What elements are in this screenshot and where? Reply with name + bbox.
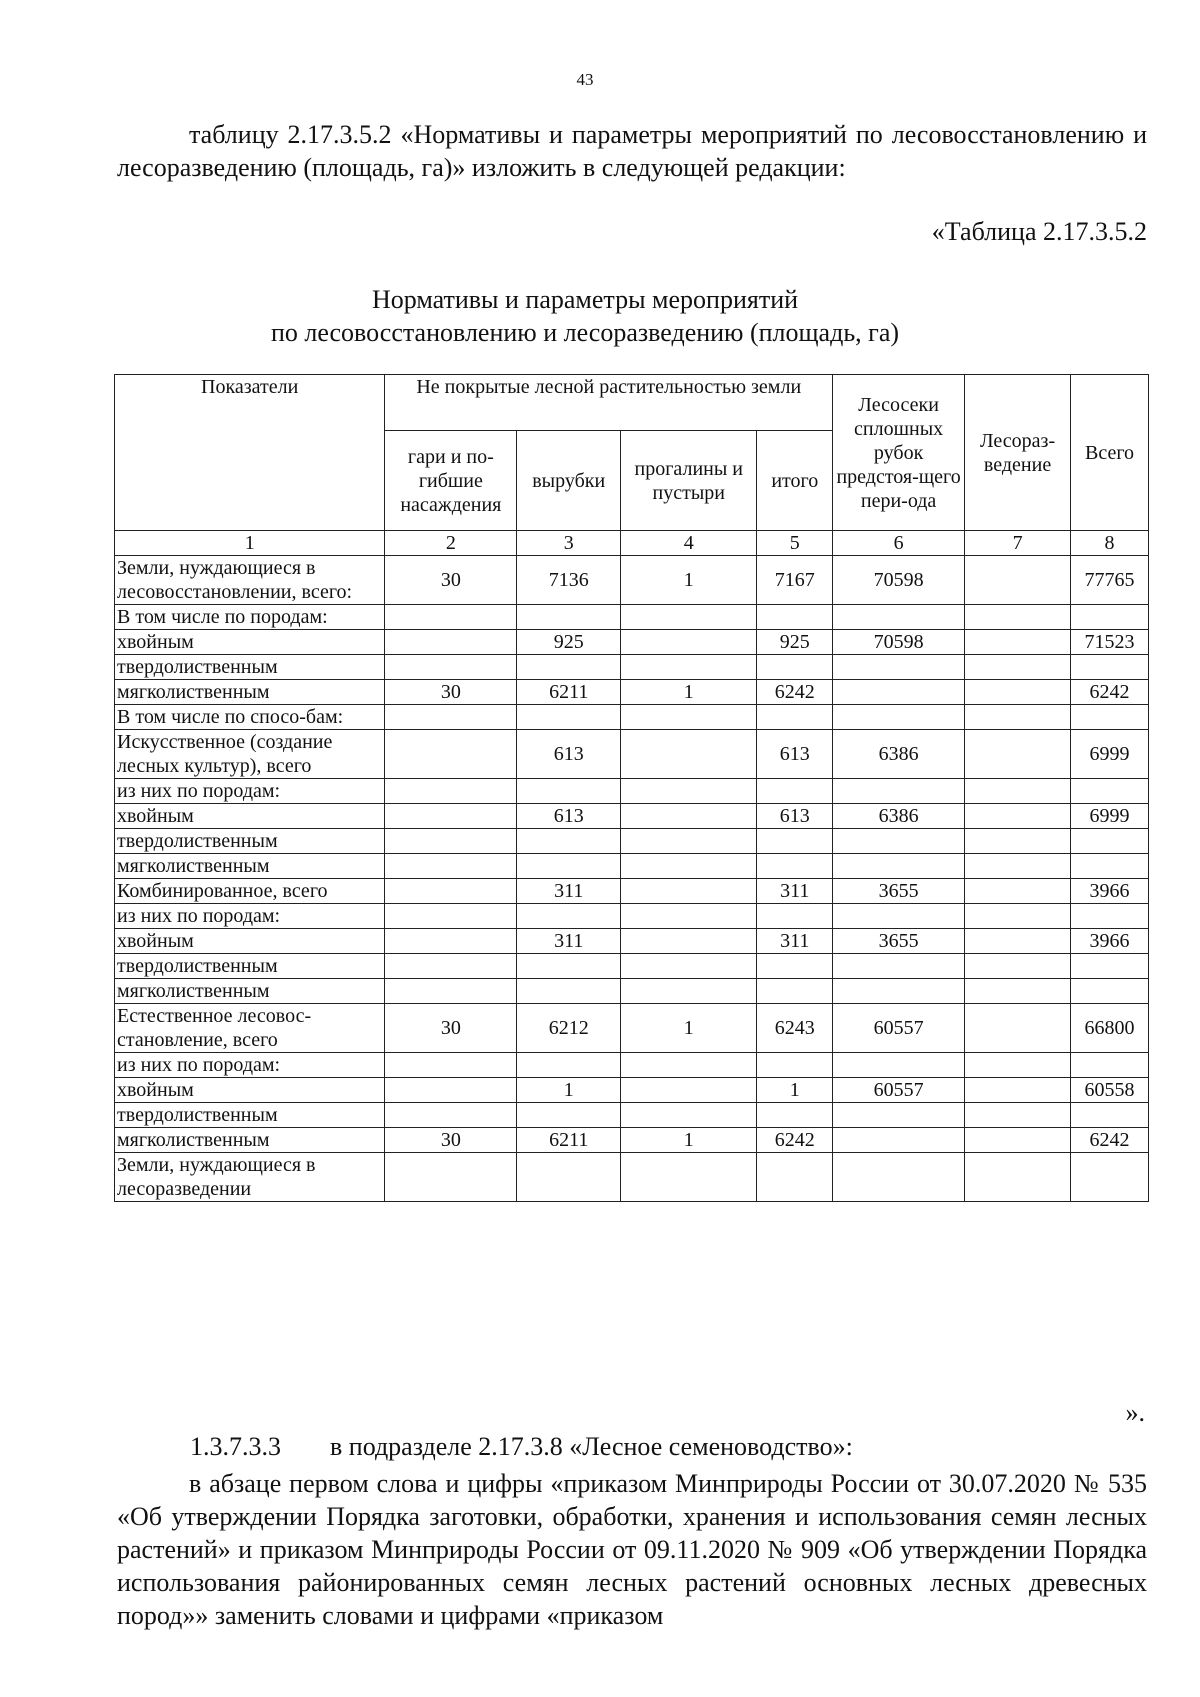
row-value [621,730,757,779]
row-value: 6242 [757,1128,833,1153]
row-value [517,655,621,680]
row-value: 311 [517,879,621,904]
table-row [115,1004,1149,1053]
row-value: 6999 [1071,804,1149,829]
table-row [115,630,1149,655]
row-value [833,705,965,730]
intro-paragraph [117,118,1147,184]
row-value [757,904,833,929]
row-value: 77765 [1071,556,1149,605]
row-label: Земли, нуждающиеся в лесоразведении [115,1153,385,1202]
row-value [385,705,517,730]
table-title-line2: по лесовосстановлению и лесоразведению (площадь, га) [270,318,900,347]
table-row [115,854,1149,879]
row-value: 311 [757,879,833,904]
row-value [1071,779,1149,804]
table-row [115,730,1149,779]
row-label: мягколиственным [115,979,385,1004]
row-value [517,605,621,630]
row-value [621,979,757,1004]
header-indicators: Показатели [115,375,385,531]
row-value [965,605,1071,630]
table-row [115,779,1149,804]
row-value [965,804,1071,829]
row-value [621,1103,757,1128]
row-value [965,1078,1071,1103]
row-label: Земли, нуждающиеся в лесовосстановлении, всего: [115,556,385,605]
row-label: из них по породам: [115,779,385,804]
column-number: 7 [965,531,1071,556]
row-value: 1 [621,556,757,605]
row-value [1071,605,1149,630]
row-value [621,879,757,904]
row-value: 3966 [1071,879,1149,904]
row-value: 6242 [1071,1128,1149,1153]
row-label: Естественное лесовос-становление, всего [115,1004,385,1053]
norms-table [114,374,1149,1202]
row-value: 3655 [833,879,965,904]
header-total: итого [757,431,833,531]
row-value: 6242 [1071,680,1149,705]
row-value [385,605,517,630]
row-value [1071,979,1149,1004]
row-value: 1 [621,680,757,705]
row-value [833,829,965,854]
row-value: 30 [385,556,517,605]
header-burned: гари и по-гибшие насаждения [385,431,517,531]
row-value [621,1053,757,1078]
header-glades: прогалины и пустыри [621,431,757,531]
row-value [385,630,517,655]
row-value [517,904,621,929]
table-row [115,705,1149,730]
row-value [833,605,965,630]
row-value [965,1128,1071,1153]
row-value [517,1103,621,1128]
row-value [965,680,1071,705]
row-value: 1 [621,1128,757,1153]
row-value: 60557 [833,1004,965,1053]
table-row [115,904,1149,929]
row-label: Комбинированное, всего [115,879,385,904]
row-value: 6211 [517,680,621,705]
row-value [1071,1053,1149,1078]
row-value [757,705,833,730]
row-value: 613 [757,730,833,779]
header-cuttings: вырубки [517,431,621,531]
row-value [965,705,1071,730]
row-value [965,630,1071,655]
row-value [965,730,1071,779]
row-label: хвойным [115,630,385,655]
column-number: 2 [385,531,517,556]
row-label: из них по породам: [115,1053,385,1078]
row-value [833,779,965,804]
row-value: 6386 [833,730,965,779]
row-value [757,779,833,804]
row-value: 925 [517,630,621,655]
row-value: 30 [385,1128,517,1153]
row-value [965,929,1071,954]
row-value [965,879,1071,904]
row-label: твердолиственным [115,655,385,680]
row-value [1071,854,1149,879]
column-number-row [115,531,1149,556]
row-value: 3655 [833,929,965,954]
row-label: мягколиственным [115,854,385,879]
row-value: 70598 [833,556,965,605]
table-row [115,1153,1149,1202]
row-value: 6243 [757,1004,833,1053]
row-value: 30 [385,1004,517,1053]
body-paragraph [117,1467,1147,1632]
table-body [115,556,1149,1202]
row-value [621,779,757,804]
row-value [1071,904,1149,929]
row-value: 311 [757,929,833,954]
row-label: хвойным [115,804,385,829]
row-value [385,1078,517,1103]
row-value [833,1153,965,1202]
table-row [115,979,1149,1004]
row-label: В том числе по спосо-бам: [115,705,385,730]
table-row [115,1053,1149,1078]
page-number: 43 [576,70,594,89]
row-value [833,1128,965,1153]
row-value [965,779,1071,804]
row-label: мягколиственным [115,1128,385,1153]
table-row [115,680,1149,705]
column-number: 5 [757,531,833,556]
row-label: твердолиственным [115,1103,385,1128]
table-row [115,605,1149,630]
row-value [621,804,757,829]
row-value: 1 [517,1078,621,1103]
row-value [1071,829,1149,854]
row-value: 6386 [833,804,965,829]
row-value [385,655,517,680]
row-value: 613 [517,730,621,779]
row-value: 925 [757,630,833,655]
table-row [115,879,1149,904]
row-value: 60557 [833,1078,965,1103]
table-label: «Таблица 2.17.3.5.2 [931,217,1147,246]
column-number: 8 [1071,531,1149,556]
row-value [757,605,833,630]
row-label: В том числе по породам: [115,605,385,630]
row-value: 60558 [1071,1078,1149,1103]
section-text: в подразделе 2.17.3.8 «Лесное семеноводство»: [330,1432,853,1461]
column-number: 6 [833,531,965,556]
row-value [517,854,621,879]
row-value: 6999 [1071,730,1149,779]
row-label: мягколиственным [115,680,385,705]
row-value [385,829,517,854]
row-value [621,630,757,655]
row-value [1071,1153,1149,1202]
table-row [115,929,1149,954]
column-number: 4 [621,531,757,556]
row-value [385,1053,517,1078]
row-value [965,1004,1071,1053]
row-value [385,1153,517,1202]
body-text: в абзаце первом слова и цифры «приказом Минприроды России от 30.07.2020 № 535 «Об утверждении Порядка заготовки, обработки, хранения и использования семян лесных растений» и приказом Минприроды России от 09.11.2020 № 909 «Об утверждении Порядка использования районированных семян лесных растений основных лесных древесных пород»» заменить словами и цифрами «приказом [117,1469,1147,1630]
row-value [757,854,833,879]
row-value [1071,655,1149,680]
row-value [621,854,757,879]
table-row [115,1128,1149,1153]
row-label: твердолиственным [115,954,385,979]
table-row [115,655,1149,680]
section-heading [190,1432,853,1462]
row-value [965,556,1071,605]
row-value [385,929,517,954]
row-value: 6212 [517,1004,621,1053]
column-number: 3 [517,531,621,556]
row-label: из них по породам: [115,904,385,929]
row-value [517,1153,621,1202]
row-value [965,954,1071,979]
row-value [517,705,621,730]
row-value [621,1078,757,1103]
row-value [965,655,1071,680]
row-value [965,1103,1071,1128]
row-value [965,829,1071,854]
row-value [621,605,757,630]
row-value: 1 [757,1078,833,1103]
row-value [621,954,757,979]
row-value [965,979,1071,1004]
row-label: Искусственное (создание лесных культур), всего [115,730,385,779]
intro-text: таблицу 2.17.3.5.2 «Нормативы и параметры мероприятий по лесовосстановлению и лесоразведению (площадь, га)» изложить в следующей редакции: [117,120,1147,182]
table-row [115,556,1149,605]
row-value [1071,1103,1149,1128]
row-value [385,779,517,804]
row-value [833,1053,965,1078]
row-value: 6242 [757,680,833,705]
row-value [757,954,833,979]
row-value: 7136 [517,556,621,605]
row-value [965,904,1071,929]
table-row [115,829,1149,854]
row-value [757,1103,833,1128]
row-value: 1 [621,1004,757,1053]
row-value [833,904,965,929]
row-label: твердолиственным [115,829,385,854]
row-value [757,1153,833,1202]
row-value [385,854,517,879]
row-value: 613 [757,804,833,829]
row-value [833,954,965,979]
row-value [833,680,965,705]
row-value [385,730,517,779]
row-value [621,655,757,680]
table-row [115,1103,1149,1128]
row-value [517,1053,621,1078]
row-value [757,829,833,854]
row-value [517,829,621,854]
row-value [385,979,517,1004]
row-label: хвойным [115,1078,385,1103]
row-value: 3966 [1071,929,1149,954]
header-all: Всего [1071,375,1149,531]
table-title [0,283,1170,349]
row-value: 66800 [1071,1004,1149,1053]
table-row [115,1078,1149,1103]
row-value: 6211 [517,1128,621,1153]
row-value [621,829,757,854]
row-value [965,1053,1071,1078]
row-value: 71523 [1071,630,1149,655]
column-number: 1 [115,531,385,556]
row-value [517,979,621,1004]
header-not-covered: Не покрытые лесной растительностью земли [385,375,833,431]
header-afforestation: Лесораз-ведение [965,375,1071,531]
row-value [385,954,517,979]
row-value [385,804,517,829]
row-value [621,929,757,954]
row-value [757,979,833,1004]
row-value [517,779,621,804]
row-value [621,705,757,730]
row-value [833,979,965,1004]
row-value: 30 [385,680,517,705]
row-value [385,904,517,929]
section-number: 1.3.7.3.3 [190,1432,281,1461]
row-value [385,1103,517,1128]
row-value [757,1053,833,1078]
row-value: 311 [517,929,621,954]
table-row [115,804,1149,829]
row-value: 70598 [833,630,965,655]
row-value [833,1103,965,1128]
row-value [833,854,965,879]
row-value [833,655,965,680]
header-clearcut: Лесосеки сплошных рубок предстоя-щего пери-ода [833,375,965,531]
row-value [1071,954,1149,979]
row-value [385,879,517,904]
row-value [621,1153,757,1202]
row-value [757,655,833,680]
row-label: хвойным [115,929,385,954]
row-value: 7167 [757,556,833,605]
row-value [517,954,621,979]
row-value: 613 [517,804,621,829]
row-value [1071,705,1149,730]
close-quote: ». [1125,1398,1145,1427]
row-value [965,1153,1071,1202]
table-title-line1: Нормативы и параметры мероприятий [371,285,799,314]
row-value [621,904,757,929]
table-row [115,954,1149,979]
row-value [965,854,1071,879]
